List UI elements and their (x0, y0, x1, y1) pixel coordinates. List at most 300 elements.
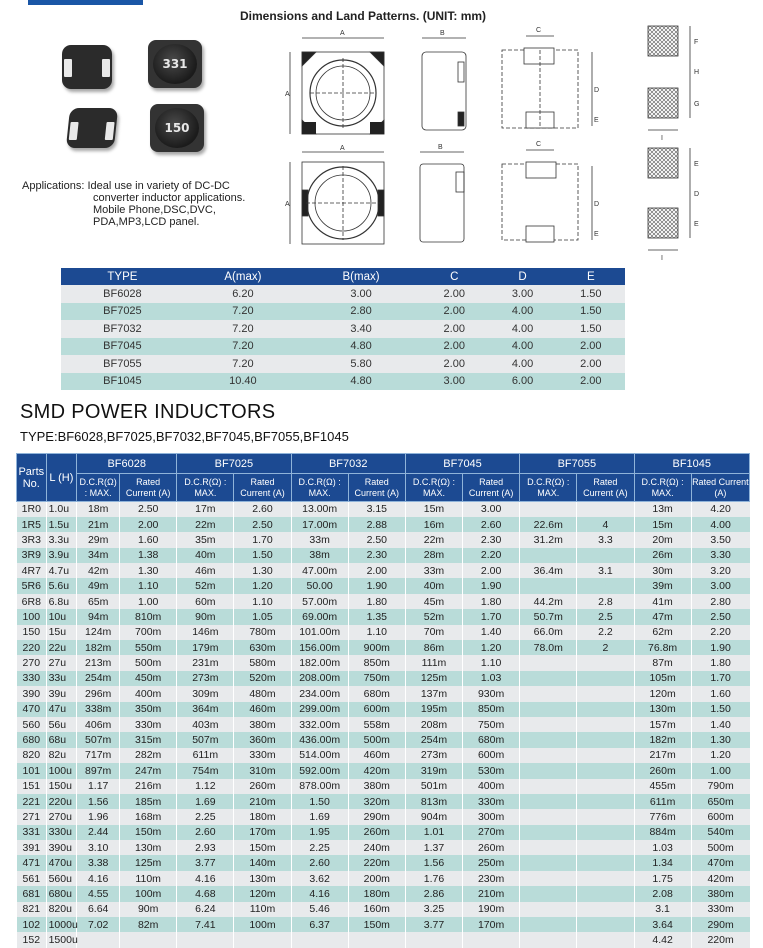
cell-dcr: 87m (634, 655, 691, 670)
cell-dcr (520, 886, 577, 901)
cell-dcr: 260m (634, 763, 691, 778)
cell-dcr: 60m (177, 594, 234, 609)
cell-rated-current: 550m (120, 640, 177, 655)
cell-rated-current: 1.30 (691, 732, 749, 747)
cell-rated-current: 1.35 (348, 609, 405, 624)
cell-dcr (520, 840, 577, 855)
cell-dcr (77, 932, 120, 947)
cell-dcr: 3.10 (77, 840, 120, 855)
cell-rated-current: 580m (234, 655, 291, 670)
cell-part-no: 150 (17, 625, 47, 640)
cell-dcr (520, 871, 577, 886)
cell-rated-current: 180m (348, 886, 405, 901)
cell-dcr: 6.64 (77, 902, 120, 917)
cell-rated-current: 470m (691, 855, 749, 870)
cell-rated-current: 1.80 (348, 594, 405, 609)
dim-label-b-1: B (440, 30, 445, 37)
cell-rated-current: 100m (120, 886, 177, 901)
cell-dcr: 1.69 (291, 809, 348, 824)
cell-rated-current: 185m (120, 794, 177, 809)
table-row (17, 517, 750, 532)
dim-label-a-1: A (340, 30, 345, 37)
cell-rated-current (577, 686, 634, 701)
cell-dcr: 3.25 (405, 902, 462, 917)
cell-rated-current: 420m (691, 871, 749, 886)
cell-rated-current (577, 917, 634, 932)
cell-dcr: 1.56 (405, 855, 462, 870)
cell-dcr: 2.25 (291, 840, 348, 855)
cell-rated-current: 200m (348, 871, 405, 886)
cell-part-no: 330 (17, 671, 47, 686)
cell-dcr: 76.8m (634, 640, 691, 655)
cell-dcr: 2.25 (177, 809, 234, 824)
cell-rated-current: 90m (120, 902, 177, 917)
inductor-table-body (17, 502, 750, 948)
cell-rated-current: 330m (120, 717, 177, 732)
cell-dcr: 1.03 (634, 840, 691, 855)
cell-dcr: 254m (77, 671, 120, 686)
cell-dcr (520, 902, 577, 917)
table-row (17, 671, 750, 686)
cell-rated-current: 180m (234, 809, 291, 824)
cell-rated-current: 1.30 (234, 563, 291, 578)
coil-marking: 331 (153, 44, 197, 84)
cell-rated-current: 350m (120, 702, 177, 717)
col-parts-no: Parts No. (17, 454, 47, 502)
table-row (17, 532, 750, 547)
dim-label-d-2: D (594, 201, 600, 208)
table-row (17, 748, 750, 763)
cell-dcr: 120m (634, 686, 691, 701)
cell-rated-current (577, 717, 634, 732)
cell-rated-current: 460m (348, 748, 405, 763)
dimensions-row (61, 320, 625, 338)
cell-rated-current: 300m (463, 809, 520, 824)
cell-dcr: 29m (77, 532, 120, 547)
cell-rated-current: 315m (120, 732, 177, 747)
cell-rated-current: 330m (463, 794, 520, 809)
cell-dcr: 455m (634, 779, 691, 794)
cell-dcr: 40m (177, 548, 234, 563)
dim-label-d-1: D (594, 87, 600, 94)
cell-dcr: 7.02 (77, 917, 120, 932)
table-row (17, 502, 750, 517)
cell-rated-current: 190m (463, 902, 520, 917)
dimensions-row (61, 355, 625, 373)
cell-rated-current: 558m (348, 717, 405, 732)
cell-rated-current: 1.38 (120, 548, 177, 563)
cell-dcr: 1.95 (291, 825, 348, 840)
cell-dcr: 3.1 (634, 902, 691, 917)
cell-part-no: 390 (17, 686, 47, 701)
cell-dcr: 299.00m (291, 702, 348, 717)
cell-rated-current: 380m (234, 717, 291, 732)
cell-dcr: 40m (405, 578, 462, 593)
cell-part-no: 681 (17, 886, 47, 901)
cell-dcr: 436.00m (291, 732, 348, 747)
cell-rated-current (577, 902, 634, 917)
inductor-table (16, 453, 750, 948)
drawing-land-view-2 (502, 150, 592, 242)
cell-dcr: 31.2m (520, 532, 577, 547)
cell-rated-current: 220m (348, 855, 405, 870)
cell-dcr: 754m (177, 763, 234, 778)
sub-rated: Rated Current (A) (577, 474, 634, 502)
cell-dcr (520, 578, 577, 593)
cell-part-no: 561 (17, 871, 47, 886)
cell-dcr: 217m (634, 748, 691, 763)
cell-rated-current: 260m (234, 779, 291, 794)
dim-label-e-1: E (594, 117, 599, 124)
cell-rated-current: 3.20 (691, 563, 749, 578)
land-pattern-1 (648, 26, 690, 130)
cell-inductance: 27u (46, 655, 77, 670)
cell-inductance: 1000u (46, 917, 77, 932)
cell-part-no: 102 (17, 917, 47, 932)
cell-dcr: 1.96 (77, 809, 120, 824)
cell-dcr: 47m (634, 609, 691, 624)
cell-rated-current: 282m (120, 748, 177, 763)
cell-rated-current: 1.10 (120, 578, 177, 593)
cell-part-no: 3R3 (17, 532, 47, 547)
cell-rated-current: 1.40 (463, 625, 520, 640)
cell-dcr: 39m (634, 578, 691, 593)
cell-dcr: 21m (77, 517, 120, 532)
cell-rated-current: 380m (348, 779, 405, 794)
cell-dcr: 2.60 (291, 855, 348, 870)
cell-c: 2.00 (420, 320, 488, 338)
cell-dcr: 182.00m (291, 655, 348, 670)
cell-dcr: 62m (634, 625, 691, 640)
cell-dcr (520, 732, 577, 747)
cell-dcr: 35m (177, 532, 234, 547)
cell-e: 1.50 (557, 320, 625, 338)
cell-inductance: 6.8u (46, 594, 77, 609)
cell-rated-current: 2 (577, 640, 634, 655)
cell-rated-current: 160m (348, 902, 405, 917)
cell-dcr: 1.34 (634, 855, 691, 870)
cell-rated-current (577, 932, 634, 947)
cell-dcr: 717m (77, 748, 120, 763)
cell-rated-current: 220m (691, 932, 749, 947)
cell-dcr: 15m (405, 502, 462, 517)
cell-type: BF6028 (61, 285, 184, 303)
cell-rated-current: 1.90 (348, 578, 405, 593)
cell-a: 7.20 (184, 355, 302, 373)
land-pattern-drawings (630, 22, 710, 262)
cell-part-no: 151 (17, 779, 47, 794)
cell-rated-current: 1.03 (463, 671, 520, 686)
cell-part-no: 4R7 (17, 563, 47, 578)
cell-rated-current: 110m (120, 871, 177, 886)
cell-a: 7.20 (184, 303, 302, 321)
cell-inductance: 4.7u (46, 563, 77, 578)
cell-dcr: 36.4m (520, 563, 577, 578)
cell-rated-current: 700m (120, 625, 177, 640)
cell-part-no: 6R8 (17, 594, 47, 609)
inductor-photo-white-terminal-angled (66, 108, 118, 148)
cell-rated-current: 380m (691, 886, 749, 901)
cell-dcr: 30m (634, 563, 691, 578)
cell-rated-current: 330m (691, 902, 749, 917)
cell-dcr: 514.00m (291, 748, 348, 763)
cell-rated-current: 2.50 (691, 609, 749, 624)
cell-rated-current: 2.30 (463, 532, 520, 547)
cell-part-no: 100 (17, 609, 47, 624)
table-row (17, 794, 750, 809)
dim-label-i-2: I (661, 255, 663, 262)
cell-rated-current: 2.50 (120, 502, 177, 517)
cell-rated-current: 650m (691, 794, 749, 809)
cell-rated-current (577, 886, 634, 901)
table-row (17, 578, 750, 593)
dim-col-c: C (420, 268, 488, 285)
cell-rated-current (577, 840, 634, 855)
table-row (17, 809, 750, 824)
cell-rated-current (577, 671, 634, 686)
cell-dcr: 70m (405, 625, 462, 640)
cell-rated-current: 125m (120, 855, 177, 870)
cell-dcr: 47.00m (291, 563, 348, 578)
cell-dcr (520, 655, 577, 670)
cell-rated-current: 1.10 (348, 625, 405, 640)
cell-dcr (291, 932, 348, 947)
cell-rated-current: 450m (120, 671, 177, 686)
cell-rated-current: 3.1 (577, 563, 634, 578)
dim-col-d: D (488, 268, 556, 285)
cell-e: 1.50 (557, 303, 625, 321)
cell-rated-current: 680m (348, 686, 405, 701)
cell-rated-current: 3.15 (348, 502, 405, 517)
cell-inductance: 82u (46, 748, 77, 763)
cell-rated-current: 150m (348, 917, 405, 932)
cell-dcr: 16m (405, 517, 462, 532)
cell-rated-current: 230m (463, 871, 520, 886)
cell-dcr: 1.50 (291, 794, 348, 809)
table-row (17, 902, 750, 917)
cell-dcr: 49m (77, 578, 120, 593)
cell-dcr (520, 717, 577, 732)
cell-part-no: 680 (17, 732, 47, 747)
cell-inductance: 10u (46, 609, 77, 624)
cell-rated-current: 2.00 (120, 517, 177, 532)
cell-inductance: 68u (46, 732, 77, 747)
table-row (17, 686, 750, 701)
cell-rated-current: 2.50 (348, 532, 405, 547)
cell-a: 7.20 (184, 338, 302, 356)
cell-dcr: 507m (77, 732, 120, 747)
sub-rated: Rated Current (A) (234, 474, 291, 502)
cell-dcr: 22m (177, 517, 234, 532)
cell-rated-current: 460m (234, 702, 291, 717)
drawing-side-view-1 (422, 38, 466, 130)
cell-rated-current: 360m (234, 732, 291, 747)
coil-marking: 150 (155, 108, 199, 148)
cell-dcr: 22.6m (520, 517, 577, 532)
cell-b: 2.80 (302, 303, 420, 321)
dim-label-f: F (694, 39, 699, 46)
cell-rated-current (577, 763, 634, 778)
cell-dcr: 611m (634, 794, 691, 809)
cell-inductance: 560u (46, 871, 77, 886)
group-bf7032: BF7032 (291, 454, 405, 474)
cell-inductance: 680u (46, 886, 77, 901)
table-row (17, 563, 750, 578)
cell-rated-current: 4 (577, 517, 634, 532)
cell-rated-current (577, 825, 634, 840)
cell-rated-current: 150m (234, 840, 291, 855)
cell-dcr: 146m (177, 625, 234, 640)
cell-rated-current: 100m (234, 917, 291, 932)
cell-dcr (520, 548, 577, 563)
cell-rated-current (577, 548, 634, 563)
cell-rated-current: 2.80 (691, 594, 749, 609)
cell-dcr: 2.08 (634, 886, 691, 901)
cell-dcr: 319m (405, 763, 462, 778)
cell-dcr: 2.93 (177, 840, 234, 855)
sub-dcr: D.C.R(Ω) : MAX. (405, 474, 462, 502)
dim-col-type: TYPE (61, 268, 184, 285)
cell-rated-current: 600m (348, 702, 405, 717)
cell-dcr: 157m (634, 717, 691, 732)
cell-rated-current: 810m (120, 609, 177, 624)
cell-dcr: 20m (634, 532, 691, 547)
table-row (17, 625, 750, 640)
cell-b: 4.80 (302, 373, 420, 391)
cell-dcr: 231m (177, 655, 234, 670)
cell-e: 1.50 (557, 285, 625, 303)
applications-line-2: converter inductor applications. (93, 192, 246, 204)
cell-dcr: 33m (405, 563, 462, 578)
cell-dcr: 13m (634, 502, 691, 517)
cell-part-no: 5R6 (17, 578, 47, 593)
cell-dcr (520, 794, 577, 809)
cell-dcr: 1.12 (177, 779, 234, 794)
cell-dcr: 182m (634, 732, 691, 747)
cell-dcr: 13.00m (291, 502, 348, 517)
dim-label-h: H (694, 69, 700, 76)
table-row (17, 779, 750, 794)
cell-rated-current: 630m (234, 640, 291, 655)
cell-inductance: 56u (46, 717, 77, 732)
dim-label-e-4: E (694, 221, 699, 228)
cell-dcr: 28m (405, 548, 462, 563)
cell-dcr: 105m (634, 671, 691, 686)
group-bf7025: BF7025 (177, 454, 291, 474)
cell-dcr: 403m (177, 717, 234, 732)
cell-rated-current: 2.8 (577, 594, 634, 609)
group-bf1045: BF1045 (634, 454, 750, 474)
top-accent-bar (28, 0, 143, 5)
cell-dcr: 195m (405, 702, 462, 717)
cell-rated-current (577, 655, 634, 670)
table-row (17, 609, 750, 624)
cell-dcr: 111m (405, 655, 462, 670)
table-row (17, 717, 750, 732)
cell-dcr: 897m (77, 763, 120, 778)
table-row (17, 763, 750, 778)
cell-dcr: 2.60 (177, 825, 234, 840)
cell-part-no: 270 (17, 655, 47, 670)
cell-rated-current (577, 502, 634, 517)
cell-rated-current: 290m (348, 809, 405, 824)
cell-dcr: 208m (405, 717, 462, 732)
cell-rated-current: 110m (234, 902, 291, 917)
cell-dcr: 69.00m (291, 609, 348, 624)
cell-c: 2.00 (420, 338, 488, 356)
cell-rated-current: 500m (691, 840, 749, 855)
cell-rated-current: 2.88 (348, 517, 405, 532)
cell-rated-current: 2.00 (463, 563, 520, 578)
cell-rated-current: 140m (234, 855, 291, 870)
cell-part-no: 3R9 (17, 548, 47, 563)
cell-rated-current: 4.00 (691, 517, 749, 532)
cell-dcr: 3.38 (77, 855, 120, 870)
cell-dcr: 309m (177, 686, 234, 701)
cell-rated-current: 260m (348, 825, 405, 840)
cell-rated-current (234, 932, 291, 947)
cell-dcr: 611m (177, 748, 234, 763)
cell-dcr: 15m (634, 517, 691, 532)
cell-dcr: 1.01 (405, 825, 462, 840)
cell-dcr: 4.16 (291, 886, 348, 901)
table-row (17, 932, 750, 947)
cell-type: BF7045 (61, 338, 184, 356)
cell-rated-current: 1.10 (463, 655, 520, 670)
cell-rated-current: 1.40 (691, 717, 749, 732)
cell-inductance: 1.0u (46, 502, 77, 517)
section-title: SMD POWER INDUCTORS (20, 401, 276, 423)
cell-e: 2.00 (557, 373, 625, 391)
cell-dcr (520, 809, 577, 824)
cell-dcr: 65m (77, 594, 120, 609)
cell-rated-current: 1.30 (120, 563, 177, 578)
cell-rated-current: 270m (463, 825, 520, 840)
cell-part-no: 1R5 (17, 517, 47, 532)
cell-rated-current: 2.30 (348, 548, 405, 563)
cell-rated-current: 3.50 (691, 532, 749, 547)
cell-rated-current (577, 779, 634, 794)
table-row (17, 732, 750, 747)
cell-dcr: 4.42 (634, 932, 691, 947)
cell-rated-current: 3.30 (691, 548, 749, 563)
cell-rated-current: 216m (120, 779, 177, 794)
cell-rated-current: 2.20 (463, 548, 520, 563)
sub-rated: Rated Current (A) (120, 474, 177, 502)
cell-dcr (520, 932, 577, 947)
cell-rated-current (577, 855, 634, 870)
cell-dcr: 3.64 (634, 917, 691, 932)
cell-dcr (520, 855, 577, 870)
dimensions-table (61, 268, 625, 390)
table-row (17, 825, 750, 840)
dim-label-d-3: D (694, 191, 700, 198)
cell-inductance: 33u (46, 671, 77, 686)
land-pattern-2 (648, 148, 690, 250)
cell-dcr: 125m (405, 671, 462, 686)
dim-label-a-4: A (285, 201, 290, 208)
group-bf7045: BF7045 (405, 454, 519, 474)
dim-label-c-1: C (536, 27, 542, 34)
cell-rated-current (577, 794, 634, 809)
cell-c: 2.00 (420, 303, 488, 321)
cell-rated-current: 1.20 (234, 578, 291, 593)
cell-inductance: 270u (46, 809, 77, 824)
cell-rated-current: 1.20 (463, 640, 520, 655)
cell-rated-current: 1.60 (120, 532, 177, 547)
cell-dcr: 2.44 (77, 825, 120, 840)
dim-label-a-3: A (340, 145, 345, 152)
